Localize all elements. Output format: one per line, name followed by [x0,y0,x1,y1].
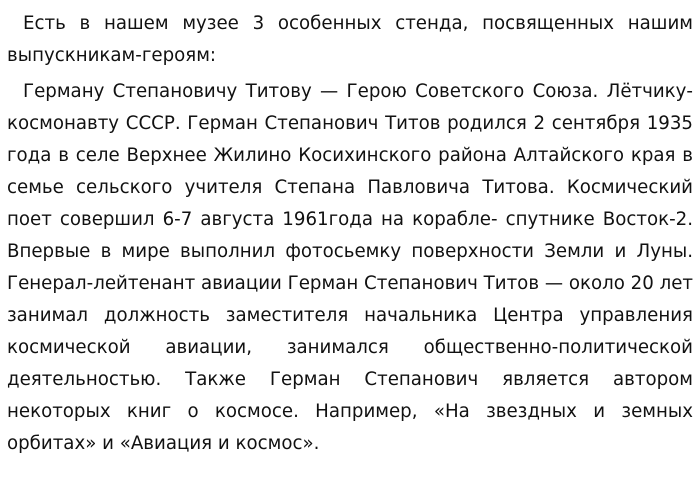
intro-paragraph: Есть в нашем музее 3 особенных стенда, посвященных нашим выпускникам-героям: [7,13,693,66]
document-body [7,8,693,460]
titov-biography-paragraph: Герману Степановичу Титову — Герою Советского Союза. Лётчику-космонавту СССР. Герман Степанович Титов родился 2 сентября 1935 года в селе Верхнее Жилино Косихинского района Алтайского края в семье сельского учителя Степана Павловича Титова. Космический поет совершил 6-7 августа 1961года на корабле- спутнике Восток-2. Впервые в мире выполнил фотосьемку поверхности Земли и Луны. Генерал-лейтенант авиации Герман Степанович Титов — около 20 лет занимал должность заместителя начальника Центра управления космической авиации, занимался общественно-политической деятельностью. Также Герман Степанович является автором некоторых книг о космосе. Например, «На звездных и земных орбитах» и «Авиация и космос». [7,81,693,454]
